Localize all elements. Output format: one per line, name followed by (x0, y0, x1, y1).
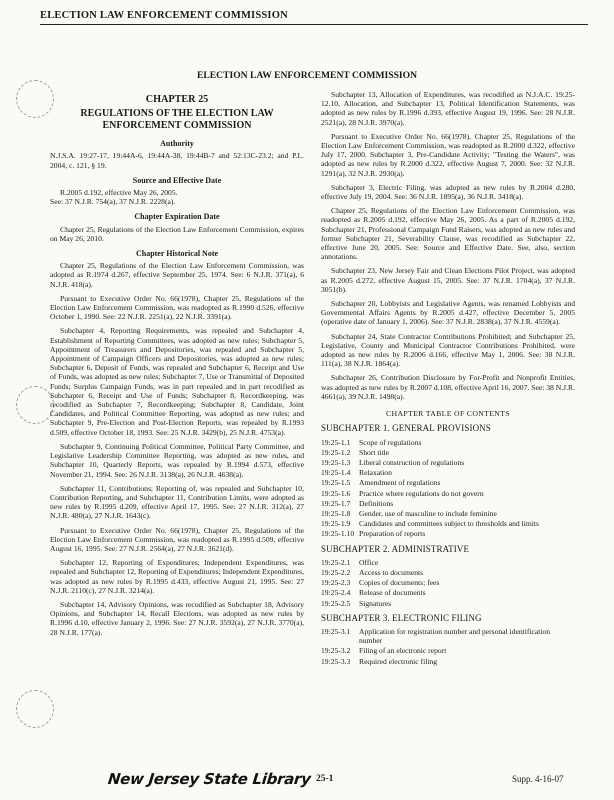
toc-entry (321, 646, 575, 655)
toc-section-title: Access to documents (359, 567, 424, 577)
toc-section-number: 19:25-2.2 (321, 567, 351, 577)
history-paragraph: Subchapter 23, New Jersey Fair and Clean Elections Pilot Project, was adopted as R.2005 d.272, effective August 15, 2005. See: 37 N.J.R. 1704(a), 37 N.J.R. 3051(b). (321, 266, 575, 294)
toc-section-title: Practice where regulations do not govern (359, 488, 484, 498)
history-paragraph: Subchapter 14, Advisory Opinions, was recodified as Subchapter 18, Advisory Opinions, and Subchapter 14, Recall Elections, was adopted as new rules by R.1996 d.10, effective January 2, 1996. See: 27 N.J.R. 3592(a), 27 N.J.R. 3770(a), 28 N.J.R. 177(a). (50, 599, 304, 637)
history-paragraph: Pursuant to Executive Order No. 66(1978), Chapter 25, Regulations of the Election Law Enforcement Commission, was readopted as R.1990 d.526, effective October 1, 1990. See: 22 N.J.R. 2251(a), 22 N.J.R. 3391(a). (50, 293, 304, 322)
toc-section-title: Short title (359, 447, 390, 457)
toc-section-title: Filing of an electronic report (359, 646, 447, 656)
toc-section-number: 19:25-2.3 (321, 578, 351, 588)
toc-entry (321, 529, 575, 538)
toc-section-number: 19:25-1.9 (321, 519, 351, 529)
toc-section-number: 19:25-1.10 (321, 529, 355, 539)
toc-entry (321, 438, 575, 447)
toc-entry (321, 568, 575, 577)
binder-hole-bottom (16, 690, 54, 728)
toc-section-title: Relaxation (359, 468, 392, 478)
history-paragraph: Subchapter 13, Allocation of Expenditures, was recodified as N.J.A.C. 19:25-12.10, Allocation, and Subchapter 13, Political Identification Statements, was adopted as new rules by R.1996 d.393, effective August 19, 1996. See: 28 N.J.R. 2521(a), 28 N.J.R. 3970(a). (321, 90, 575, 127)
binder-hole-middle (16, 386, 54, 424)
toc-entry (321, 458, 575, 467)
toc-section-number: 19:25-2.4 (321, 588, 351, 598)
toc-section-title: Required electronic filing (359, 656, 438, 666)
toc-section-number: 19:25-1.3 (321, 457, 351, 467)
history-paragraph: Pursuant to Executive Order No. 66(1978), Chapter 25, Regulations of the Election Law Enforcement Commission, was readopted as R.2000 d.322, effective July 17, 2000. Subchapter 3, Pre-Candidate Activity; "Testing the Waters", was adopted as new rules by R.2000 d.322, effective August 7, 2000. See: 32 N.J.R. 1291(a), 32 N.J.R. 2930(a). (321, 131, 575, 178)
history-paragraph: Subchapter 11, Contributions; Reporting of, was repealed and Subchapter 10, Contribution Reporting, and Subchapter 11, Contribution Limits, were adopted as new rules by R.1995 d.209, effective April 17, 1995. See: 27 N.J.R. 312(a), 27 N.J.R. 480(a), 27 N.J.R. 1643(c). (50, 483, 304, 521)
toc-section-title: Release of documents (359, 588, 426, 598)
toc-subchapter-heading: SUBCHAPTER 2. ADMINISTRATIVE (321, 543, 470, 554)
toc-section-title: Preparation of reports (359, 529, 426, 539)
history-paragraph: Subchapter 9, Continuing Political Committee, Political Party Committee, and Legislative Leadership Committee Reporting, was adopted as new rules, and Subchapter 10, Quarterly Reports, was repealed by R.1994 d.573, effective November 21, 1994. See: 26 N.J.R. 3138(a), 26 N.J.R. 4638(a). (50, 441, 304, 479)
library-logo: New Jersey State Library (107, 770, 312, 788)
toc-section-number: 19:25-3.1 (321, 626, 351, 636)
toc-section-number: 19:25-1.1 (321, 437, 351, 447)
toc-entry (321, 448, 575, 457)
toc-entry (321, 558, 575, 567)
chapter-title: REGULATIONS OF THE ELECTION LAW ENFORCEMENT COMMISSION (80, 108, 274, 131)
supplement-date: Supp. 4-16-07 (512, 774, 564, 784)
toc-entry (321, 519, 575, 528)
binder-hole-top (16, 80, 54, 118)
toc-section-title: Gender, use of masculine to include feminine (359, 508, 497, 518)
page-number: 25-1 (316, 774, 334, 784)
toc-section-title: Definitions (359, 498, 394, 508)
toc-section-title: Scope of regulations (359, 437, 422, 447)
toc-entry (321, 468, 575, 477)
expiration-heading: Chapter Expiration Date (134, 212, 220, 222)
expiration-text: Chapter 25, Regulations of the Election Law Enforcement Commission, expires on May 26, 2010. (50, 224, 304, 243)
toc-section-title: Copies of documents; fees (359, 578, 440, 588)
toc-entry (321, 578, 575, 587)
history-paragraph: Chapter 25, Regulations of the Election Law Enforcement Commission, was readopted as R.2005 d.192, effective May 26, 2005. As a part of R.2005 d.192, Subchapter 21, Professional Campaign Fund Raisers, was adopted as new rules and former Subchapter 21, Severability Clause, was recodified as Subchapter 22, effective June 20, 2005. See: Source and Effective Date. See, also, section annotations. (321, 206, 575, 262)
toc-entry (321, 489, 575, 498)
toc-entry (321, 627, 575, 645)
toc-section-number: 19:25-2.5 (321, 598, 351, 608)
toc-section-number: 19:25-1.7 (321, 498, 351, 508)
agency-title: ELECTION LAW ENFORCEMENT COMMISSION (196, 70, 418, 81)
toc-section-number: 19:25-1.8 (321, 508, 351, 518)
header-rule (40, 24, 588, 25)
toc-section-title: Amendment of regulations (359, 478, 441, 488)
toc-section-number: 19:25-1.4 (321, 468, 351, 478)
history-paragraph: Subchapter 24, State Contractor Contributions Prohibited; and Subchapter 25, Legislative, County and Municipal Contractor Contributions Prohibited, were adopted as new rules by R.2006 d.166, effective May 1, 2006. See: 38 N.J.R. 111(a), 38 N.J.R. 1864(a). (321, 331, 575, 369)
authority-heading: Authority (160, 139, 194, 149)
left-column (50, 90, 304, 642)
source-citation: See: 37 N.J.R. 754(a), 37 N.J.R. 2228(a). (50, 197, 176, 207)
toc-subchapter-heading: SUBCHAPTER 3. ELECTRONIC FILING (321, 612, 482, 623)
history-paragraph: Subchapter 3, Electric Filing, was adopted as new rules by R.2004 d.280, effective July 19, 2004. See: 36 N.J.R. 1895(a), 36 N.J.R. 3418(a). (321, 182, 575, 202)
toc-section-title: Office (359, 557, 379, 567)
history-paragraph: Subchapter 26, Contribution Disclosure by For-Profit and Nonprofit Entities, was adopted as new rules by R.2007 d.108, effective April 16, 2007. See: 38 N.J.R. 4661(a), 39 N.J.R. 1498(a). (321, 373, 575, 401)
toc-section-number: 19:25-3.2 (321, 646, 351, 656)
toc-section-number: 19:25-3.3 (321, 656, 351, 666)
authority-text: N.J.S.A. 19:27-17, 19:44A-6, 19:44A-38, 19:44B-7 and 52:13C-23.2; and P.L. 2004, c. 121, § 19. (50, 151, 304, 170)
toc-section-title: Application for registration number and personal identification number (359, 626, 551, 646)
source-heading: Source and Effective Date (132, 175, 222, 185)
toc-entry (321, 599, 575, 608)
source-line: R.2005 d.192, effective May 26, 2005. (60, 188, 178, 198)
running-head: ELECTION LAW ENFORCEMENT COMMISSION (40, 10, 288, 21)
toc-section-number: 19:25-1.2 (321, 447, 351, 457)
toc-subchapter-heading: SUBCHAPTER 1. GENERAL PROVISIONS (321, 423, 491, 434)
toc-section-number: 19:25-1.5 (321, 478, 351, 488)
toc-section-title: Liberal construction of regulations (359, 457, 465, 467)
page-footer (0, 770, 614, 790)
toc-title: CHAPTER TABLE OF CONTENTS (386, 409, 510, 419)
toc-section-number: 19:25-1.6 (321, 488, 351, 498)
history-paragraph: Pursuant to Executive Order No. 66(1978), Chapter 25, Regulations of the Election Law Enforcement Commission, was readopted as R.1995 d.509, effective August 16, 1995. See: 27 N.J.R. 2564(a), 27 N.J.R. 3621(d). (50, 525, 304, 553)
toc-entry (321, 657, 575, 666)
history-paragraph: Subchapter 20, Lobbyists and Legislative Agents, was renamed Lobbyists and Governmental Affairs Agents by R.2005 d.427, effective December 5, 2005 (operative date of January 1, 2006). See: 37 N.J.R. 2838(a), 37 N.J.R. 4559(a). (321, 299, 575, 327)
right-column (321, 90, 575, 667)
history-paragraph: Subchapter 12, Reporting of Expenditures; Independent Expenditures, was repealed and Subchapter 12, Reporting of Expenditures; Independent Expenditures, was adopted as new rules by R.1995 d.433, effective August 21, 1995. See: 27 N.J.R. 2110(c), 27 N.J.R. 3214(a). (50, 558, 304, 595)
toc-section-title: Signatures (359, 598, 392, 608)
toc-entry (321, 509, 575, 518)
table-of-contents (321, 424, 575, 665)
chapter-number: CHAPTER 25 (145, 94, 209, 105)
history-paragraph: Subchapter 4, Reporting Requirements, was repealed and Subchapter 4, Establishment of Reporting Committees, was adopted as new rules; Subchapter 5, Appointment of Treasurers and Depositories, was repealed and Subchapter 5, Appointment of Campaign Officers and Depositories, was adopted as new rules; Subchapter 6, Deposit of Funds, was repealed and Subchapter 6, Receipt and Use of Funds, was adopted as new rules; Subchapter 7, Use or Transmittal of Deposited Funds; Surplus Campaign Funds, was in part repealed and in part recodified as Subchapter 6, Receipt and Use of Funds; Subchapter 8, Recordkeeping, was recodified as Subchapter 7, Recordkeeping; Subchapter 8, Candidate, Joint Candidates, and Political Committee Reporting, was adopted as new rules; and Subchapter 9, Pre-Election and Post-Election Reports, was repealed by R.1993 d.509, effective October 18, 1993. See: 25 N.J.R. 3429(b), 25 N.J.R. 4753(a). (50, 326, 304, 437)
toc-section-title: Candidates and committees subject to thresholds and limits (359, 519, 539, 529)
toc-section-number: 19:25-2.1 (321, 557, 351, 567)
history-paragraph: Chapter 25, Regulations of the Election Law Enforcement Commission, was adopted as R.1974 d.267, effective September 25, 1974. See: 6 N.J.R. 371(a), 6 N.J.R. 418(a). (50, 261, 304, 289)
toc-entry (321, 499, 575, 508)
toc-entry (321, 588, 575, 597)
toc-entry (321, 478, 575, 487)
history-heading: Chapter Historical Note (135, 249, 219, 259)
